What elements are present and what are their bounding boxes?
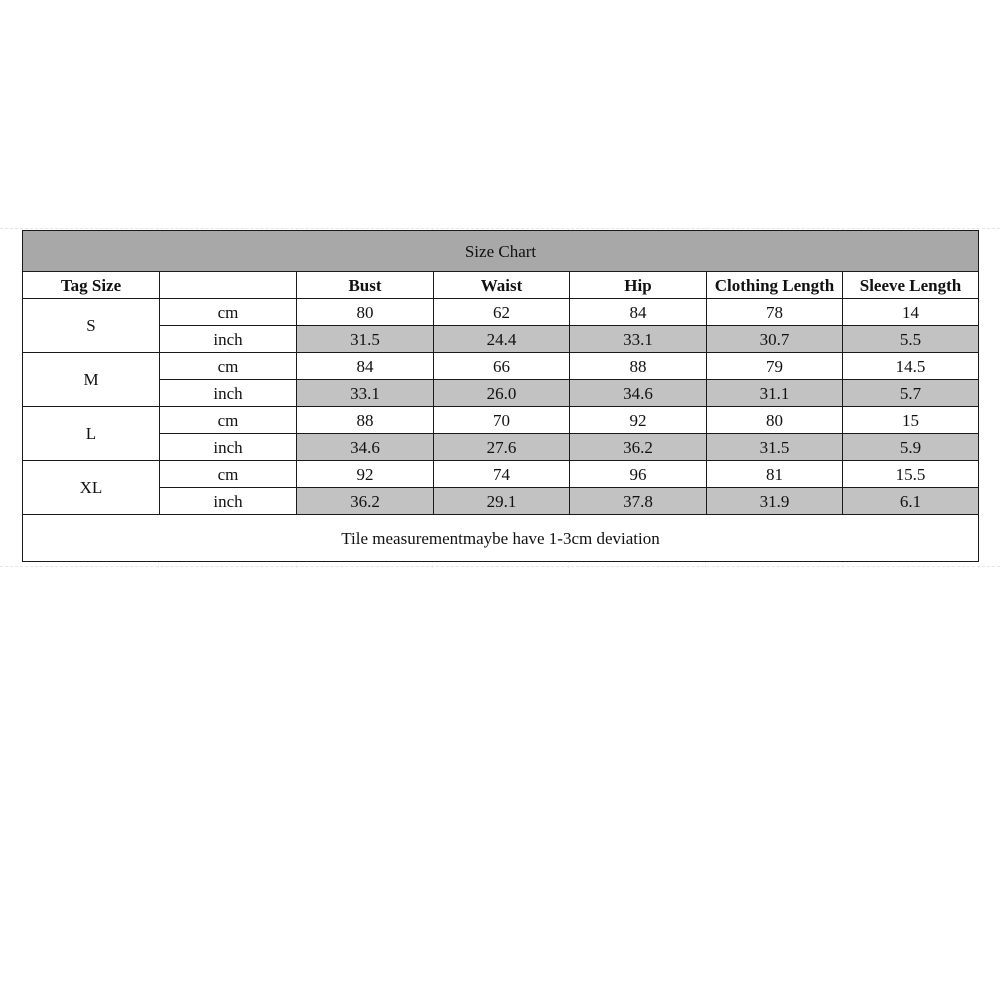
sleeve-length-cell: 15.5 [843,461,979,488]
hip-cell: 36.2 [570,434,707,461]
clothing-length-cell: 30.7 [707,326,843,353]
header-row [23,272,979,299]
clothing-length-cell: 31.1 [707,380,843,407]
header-sleeve-length: Sleeve Length [843,272,979,299]
clothing-length-cell: 80 [707,407,843,434]
clothing-length-cell: 81 [707,461,843,488]
hip-cell: 37.8 [570,488,707,515]
sleeve-length-cell: 15 [843,407,979,434]
tag-size-cell: M [23,353,160,407]
hip-cell: 96 [570,461,707,488]
bust-cell: 92 [297,461,434,488]
unit-cell: inch [160,380,297,407]
clothing-length-cell: 79 [707,353,843,380]
gridline [0,566,1000,567]
sleeve-length-cell: 14.5 [843,353,979,380]
waist-cell: 27.6 [434,434,570,461]
clothing-length-cell: 78 [707,299,843,326]
waist-cell: 74 [434,461,570,488]
sleeve-length-cell: 5.9 [843,434,979,461]
header-clothing-length: Clothing Length [707,272,843,299]
unit-cell: inch [160,488,297,515]
sleeve-length-cell: 6.1 [843,488,979,515]
sleeve-length-cell: 5.7 [843,380,979,407]
waist-cell: 24.4 [434,326,570,353]
hip-cell: 33.1 [570,326,707,353]
gridline [0,228,1000,229]
waist-cell: 70 [434,407,570,434]
header-waist: Waist [434,272,570,299]
header-unit [160,272,297,299]
table-row [23,299,979,326]
unit-cell: cm [160,407,297,434]
note-row [23,515,979,562]
bust-cell: 88 [297,407,434,434]
unit-cell: cm [160,299,297,326]
unit-cell: inch [160,434,297,461]
tag-size-cell: S [23,299,160,353]
unit-cell: inch [160,326,297,353]
bust-cell: 31.5 [297,326,434,353]
waist-cell: 29.1 [434,488,570,515]
waist-cell: 62 [434,299,570,326]
table-row [23,353,979,380]
hip-cell: 92 [570,407,707,434]
bust-cell: 33.1 [297,380,434,407]
waist-cell: 66 [434,353,570,380]
header-hip: Hip [570,272,707,299]
waist-cell: 26.0 [434,380,570,407]
unit-cell: cm [160,461,297,488]
header-bust: Bust [297,272,434,299]
table-row [23,434,979,461]
table-row [23,488,979,515]
table-row [23,407,979,434]
sleeve-length-cell: 14 [843,299,979,326]
unit-cell: cm [160,353,297,380]
deviation-note: Tile measurementmaybe have 1-3cm deviation [23,515,979,562]
hip-cell: 88 [570,353,707,380]
sleeve-length-cell: 5.5 [843,326,979,353]
clothing-length-cell: 31.5 [707,434,843,461]
table-row [23,380,979,407]
bust-cell: 34.6 [297,434,434,461]
chart-title: Size Chart [23,231,979,272]
hip-cell: 34.6 [570,380,707,407]
bust-cell: 36.2 [297,488,434,515]
table-row [23,326,979,353]
header-tag-size: Tag Size [23,272,160,299]
hip-cell: 84 [570,299,707,326]
title-row [23,231,979,272]
tag-size-cell: XL [23,461,160,515]
bust-cell: 84 [297,353,434,380]
table-row [23,461,979,488]
bust-cell: 80 [297,299,434,326]
tag-size-cell: L [23,407,160,461]
clothing-length-cell: 31.9 [707,488,843,515]
size-chart-table [22,230,979,562]
